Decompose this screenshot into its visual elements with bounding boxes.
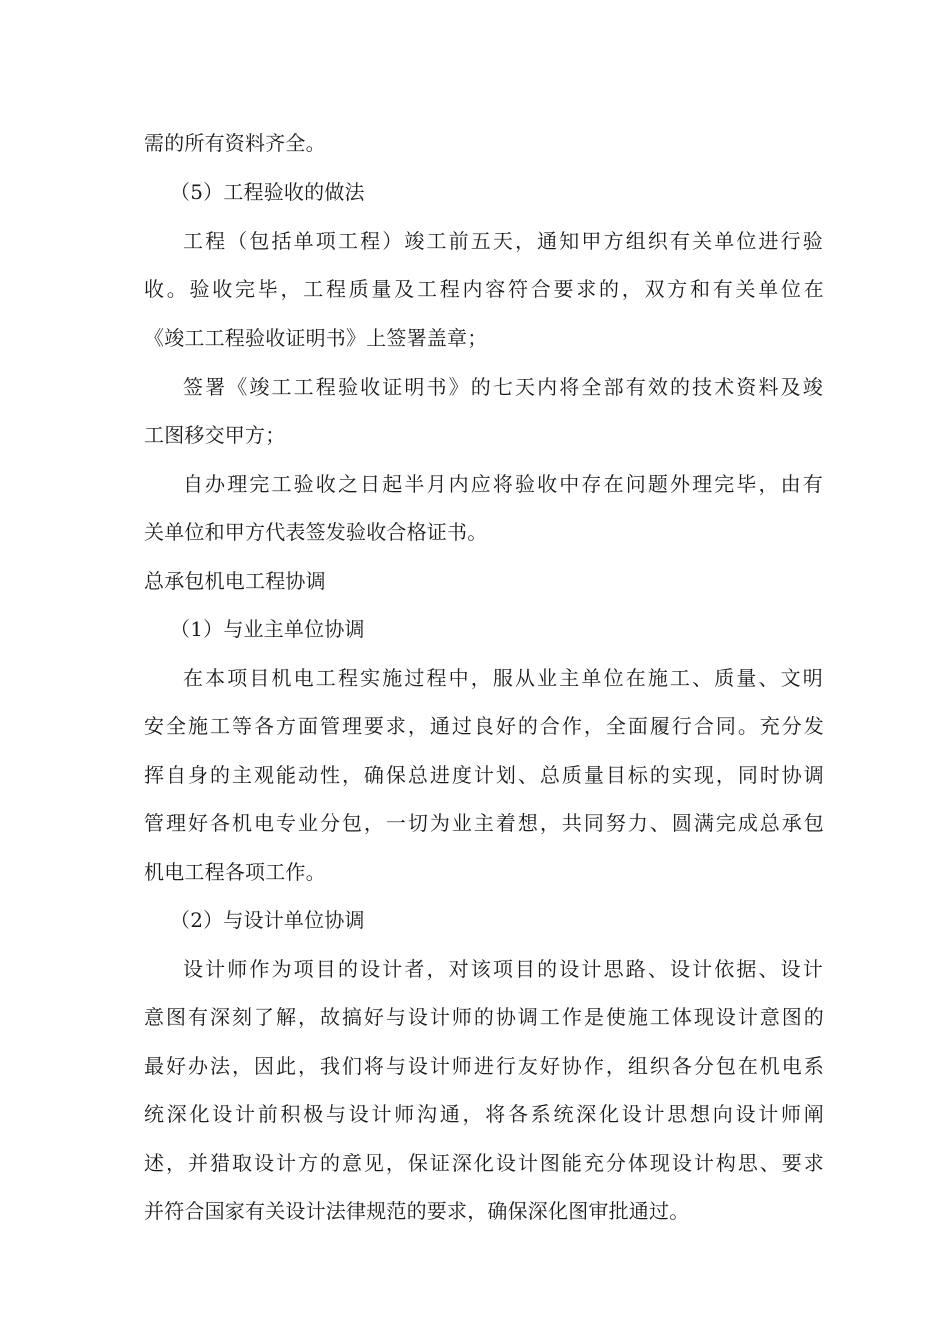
paragraph-line: 签署《竣工工程验收证明书》的七天内将全部有效的技术资料及竣: [183, 375, 823, 399]
paragraph-line: 在本项目机电工程实施过程中，服从业主单位在施工、质量、文明: [183, 666, 823, 690]
paragraph-line: 工图移交甲方；: [144, 423, 286, 447]
paragraph-line: 机电工程各项工作。: [144, 860, 326, 884]
subheading-acceptance-method: （5）工程验收的做法: [170, 180, 365, 204]
paragraph-line: 设计师作为项目的设计者，对该项目的设计思路、设计依据、设计: [183, 957, 823, 981]
paragraph-line: 管理好各机电专业分包，一切为业主着想，共同努力、圆满完成总承包: [144, 811, 824, 835]
paragraph-line: 关单位和甲方代表签发验收合格证书。: [144, 520, 488, 544]
section-heading: 总承包机电工程协调: [144, 569, 326, 593]
paragraph-line: 并符合国家有关设计法律规范的要求，确保深化图审批通过。: [144, 1199, 690, 1223]
subheading-design-coordination: （2）与设计单位协调: [170, 908, 365, 932]
paragraph-line: 工程（包括单项工程）竣工前五天，通知甲方组织有关单位进行验: [183, 229, 823, 253]
paragraph-line: 述，并猎取设计方的意见，保证深化设计图能充分体现设计构思、要求: [144, 1151, 824, 1175]
paragraph-line: 统深化设计前积极与设计师沟通，将各系统深化设计思想向设计师阐: [144, 1102, 824, 1126]
paragraph-line: 《竣工工程验收证明书》上签署盖章；: [144, 326, 488, 350]
paragraph-line: 需的所有资料齐全。: [144, 131, 326, 155]
paragraph-line: 意图有深刻了解，故搞好与设计师的协调工作是使施工体现设计意图的: [144, 1005, 824, 1029]
paragraph-line: 最好办法，因此，我们将与设计师进行友好协作，组织各分包在机电系: [144, 1054, 824, 1078]
paragraph-line: 安全施工等各方面管理要求，通过良好的合作，全面履行合同。充分发: [144, 714, 824, 738]
paragraph-line: 收。验收完毕，工程质量及工程内容符合要求的，双方和有关单位在: [144, 277, 824, 301]
paragraph-line: 自办理完工验收之日起半月内应将验收中存在问题外理完毕，由有: [183, 472, 823, 496]
paragraph-line: 挥自身的主观能动性，确保总进度计划、总质量目标的实现，同时协调: [144, 763, 824, 787]
subheading-owner-coordination: （1）与业主单位协调: [170, 617, 365, 641]
